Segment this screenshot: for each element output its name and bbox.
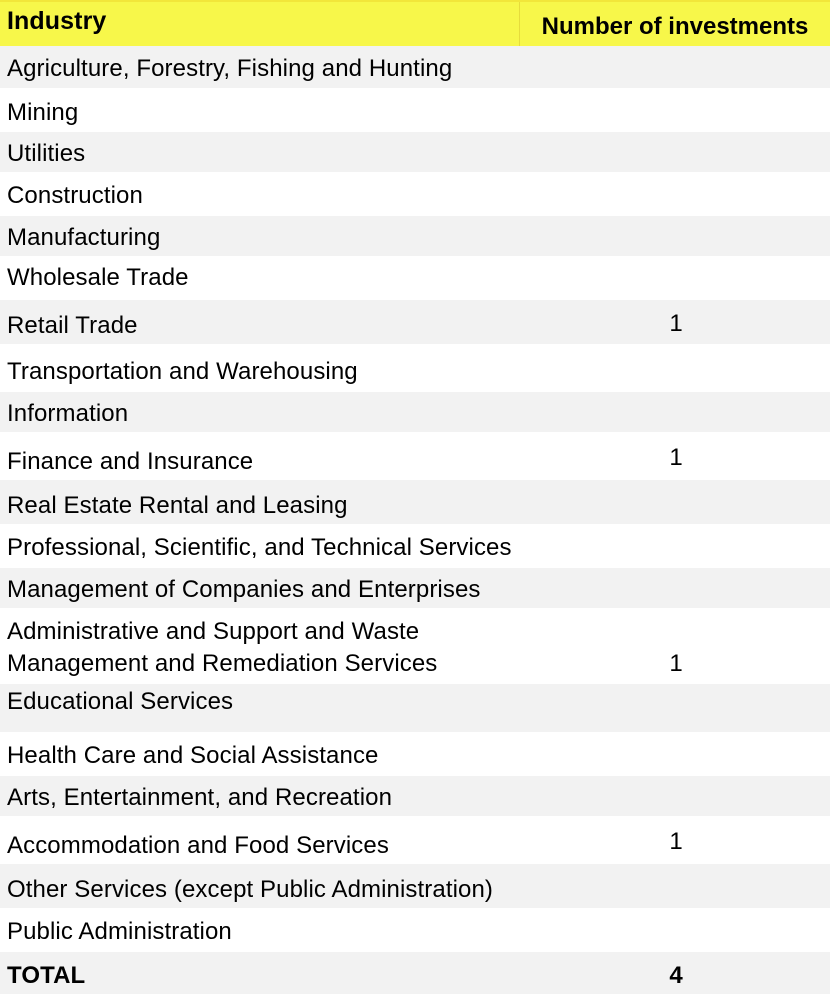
header-industry: Industry — [0, 2, 520, 46]
industry-cell: Manufacturing — [7, 224, 161, 251]
table-row — [0, 46, 830, 88]
count-value: 1 — [669, 444, 683, 471]
industry-cell: Information — [7, 400, 129, 427]
table-row — [0, 776, 830, 816]
count-cell — [520, 776, 830, 816]
table-row — [0, 344, 830, 392]
count-cell — [520, 344, 830, 392]
table-row — [0, 608, 830, 684]
header-count: Number of investments — [541, 13, 809, 40]
count-cell — [520, 392, 830, 432]
industry-cell: Mining — [7, 99, 79, 126]
industry-cell: Arts, Entertainment, and Recreation — [7, 784, 393, 811]
count-cell — [520, 864, 830, 908]
total-label: TOTAL — [7, 962, 86, 989]
count-cell — [520, 300, 830, 344]
industry-cell: Wholesale Trade — [7, 264, 189, 291]
industry-cell — [0, 608, 520, 684]
table-row — [0, 480, 830, 524]
count-value: 1 — [669, 650, 683, 677]
table-row — [0, 864, 830, 908]
industry-cell: Construction — [7, 182, 143, 209]
table-row — [0, 88, 830, 132]
count-value: 1 — [669, 310, 683, 337]
industry-cell: Accommodation and Food Services — [7, 832, 389, 859]
count-cell — [520, 732, 830, 776]
industry-cell: Agriculture, Forestry, Fishing and Hunting — [7, 55, 453, 82]
count-cell — [520, 684, 830, 732]
count-cell — [520, 172, 830, 216]
industry-cell-line: Management and Remediation Services — [7, 650, 438, 677]
count-cell — [520, 46, 830, 88]
table-row — [0, 684, 830, 732]
industry-cell: Management of Companies and Enterprises — [7, 576, 481, 603]
industry-cell: Public Administration — [7, 918, 232, 945]
industry-cell: Health Care and Social Assistance — [7, 742, 379, 769]
count-cell — [520, 480, 830, 524]
table-row — [0, 392, 830, 432]
industry-cell: Utilities — [7, 140, 86, 167]
table-row — [0, 172, 830, 216]
table-row — [0, 300, 830, 344]
industry-cell: Real Estate Rental and Leasing — [7, 492, 348, 519]
industry-cell: Finance and Insurance — [7, 448, 254, 475]
industry-cell: Transportation and Warehousing — [7, 358, 358, 385]
total-count — [520, 952, 830, 994]
table-header — [0, 0, 830, 46]
table-row — [0, 816, 830, 864]
count-cell — [520, 432, 830, 480]
count-cell — [520, 908, 830, 952]
industry-cell-line: Administrative and Support and Waste — [7, 618, 420, 645]
table-row — [0, 432, 830, 480]
count-cell — [520, 568, 830, 608]
count-cell — [520, 608, 830, 684]
table-row — [0, 732, 830, 776]
industry-cell: Retail Trade — [7, 312, 138, 339]
count-cell — [520, 524, 830, 568]
industry-cell: Other Services (except Public Administration) — [7, 876, 494, 903]
count-cell — [520, 88, 830, 132]
table-row — [0, 132, 830, 172]
table-row — [0, 216, 830, 256]
count-cell — [520, 816, 830, 864]
count-cell — [520, 216, 830, 256]
total-row — [0, 952, 830, 994]
table-row — [0, 256, 830, 300]
count-value: 1 — [669, 828, 683, 855]
industry-cell: Professional, Scientific, and Technical Services — [7, 534, 512, 561]
industry-cell: Educational Services — [7, 688, 234, 715]
count-cell — [520, 256, 830, 300]
table-row — [0, 524, 830, 568]
total-count-value: 4 — [669, 962, 683, 989]
count-cell — [520, 132, 830, 172]
table-row — [0, 908, 830, 952]
table-row — [0, 568, 830, 608]
